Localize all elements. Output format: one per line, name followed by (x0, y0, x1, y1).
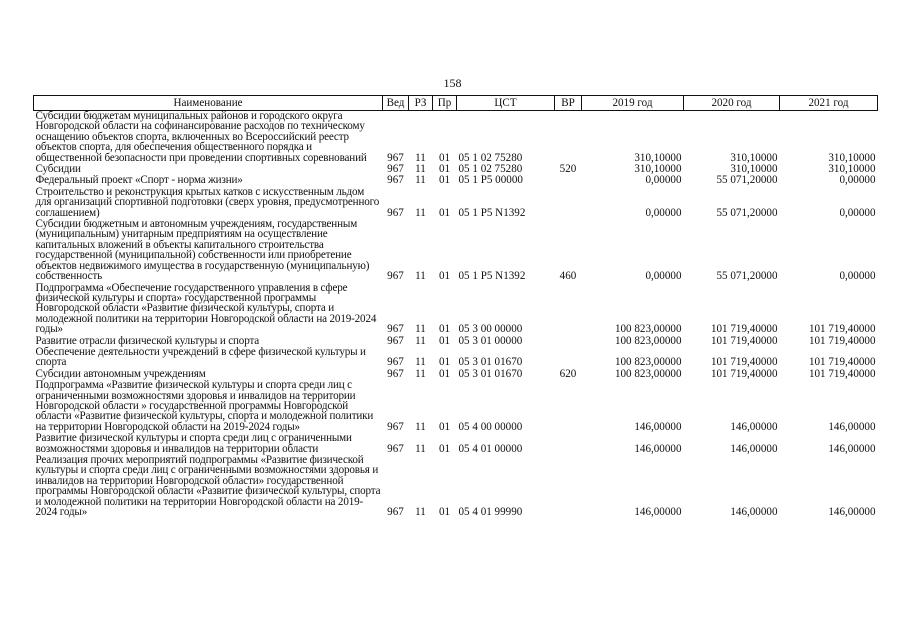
cell-2020: 55 071,20000 (716, 174, 778, 187)
cell-2019: 146,00000 (634, 506, 682, 519)
col-header-rz: РЗ (409, 96, 433, 111)
cell-2020: 310,10000 (730, 151, 778, 164)
cell-2020: 146,00000 (730, 420, 778, 433)
table-header (34, 96, 878, 111)
cell-vr (555, 380, 582, 433)
col-header-vr: ВР (555, 96, 582, 111)
page-number: 158 (443, 76, 462, 90)
cell-ved: 967 (387, 334, 404, 347)
cell-pr: 01 (438, 442, 451, 455)
table-row (34, 433, 878, 455)
cell-cst: 05 4 01 00000 (458, 442, 523, 455)
cell-ved: 967 (387, 151, 404, 164)
table-row (34, 380, 878, 433)
cell-cst: 05 1 02 75280 (458, 151, 523, 164)
cell-cst: 05 1 P5 N1392 (458, 270, 526, 283)
cell-vr (555, 433, 582, 455)
cell-vr (555, 336, 582, 347)
cell-pr: 01 (438, 367, 451, 380)
cell-2019: 310,10000 (634, 163, 682, 176)
cell-2021: 146,00000 (828, 420, 876, 433)
cell-2021: 310,10000 (828, 163, 876, 176)
cell-cst: 05 3 01 01670 (458, 356, 523, 369)
col-header-name: Наименование (34, 96, 383, 111)
cell-cst: 05 1 P5 N1392 (458, 206, 526, 219)
cell-vr: 620 (559, 367, 577, 380)
cell-rz: 11 (415, 356, 426, 369)
header-row (34, 96, 878, 111)
cell-name: Реализация прочих мероприятий подпрограммы «Развитие физической культуры и спорта среди лиц с ограниченными возможностями здоровья и инвалидов на территории Новгородской области» государственной программы Новгородской области «Развитие физической культуры, спорта и молодежной политики на территории Новгородской области на 2019-2024 годы» (35, 454, 381, 519)
col-header-cst: ЦСТ (457, 96, 555, 111)
cell-2019: 100 823,00000 (614, 323, 682, 336)
cell-2021: 146,00000 (828, 442, 876, 455)
cell-name: Строительство и реконструкция крытых катков с искусственным льдом для организаций спортивной подготовки (сверх уровня, предусмотренного соглашением) (35, 185, 380, 219)
cell-2020: 101 719,40000 (710, 367, 778, 380)
cell-rz: 11 (415, 151, 426, 164)
table-body (34, 111, 878, 519)
cell-2021: 101 719,40000 (808, 323, 876, 336)
cell-2021: 0,00000 (839, 206, 876, 219)
cell-ved: 967 (387, 206, 404, 219)
cell-pr: 01 (438, 506, 451, 519)
cell-ved: 967 (387, 356, 404, 369)
cell-vr (555, 455, 582, 518)
col-header-2019: 2019 год (582, 96, 684, 111)
table-row (34, 187, 878, 219)
table-row (34, 283, 878, 336)
cell-name: Субсидии автономным учреждениям (35, 367, 206, 380)
cell-2021: 310,10000 (828, 151, 876, 164)
cell-2019: 146,00000 (634, 420, 682, 433)
cell-vr (555, 187, 582, 219)
cell-cst: 05 4 01 99990 (458, 506, 523, 519)
cell-rz: 11 (415, 442, 426, 455)
cell-pr: 01 (438, 420, 451, 433)
col-header-ved: Вед (383, 96, 409, 111)
cell-rz: 11 (415, 367, 426, 380)
cell-ved: 967 (387, 174, 404, 187)
cell-ved: 967 (387, 442, 404, 455)
cell-2021: 101 719,40000 (808, 334, 876, 347)
cell-ved: 967 (387, 506, 404, 519)
cell-pr: 01 (438, 206, 451, 219)
cell-pr: 01 (438, 356, 451, 369)
cell-pr: 01 (438, 151, 451, 164)
cell-ved: 967 (387, 163, 404, 176)
col-header-pr: Пр (433, 96, 457, 111)
cell-name: Обеспечение деятельности учреждений в сфере физической культуры и спорта (35, 345, 366, 369)
table-row (34, 455, 878, 518)
cell-rz: 11 (415, 163, 426, 176)
cell-rz: 11 (415, 174, 426, 187)
cell-ved: 967 (387, 323, 404, 336)
cell-2019: 0,00000 (645, 206, 682, 219)
cell-2020: 146,00000 (730, 506, 778, 519)
cell-vr (555, 347, 582, 369)
cell-2019: 0,00000 (645, 270, 682, 283)
cell-name: Подпрограмма «Обеспечение государственного управления в сфере физической культуры и спорта» государственной программы Новгородской области «Развитие физической культуры, спорта и молодежной политики на территории Новгородской области на 2019-2024 годы» (35, 281, 377, 336)
cell-2021: 101 719,40000 (808, 367, 876, 380)
cell-pr: 01 (438, 174, 451, 187)
col-header-2020: 2020 год (684, 96, 780, 111)
cell-rz: 11 (415, 270, 426, 283)
cell-2020: 101 719,40000 (710, 323, 778, 336)
cell-2019: 100 823,00000 (614, 334, 682, 347)
cell-name: Федеральный проект «Спорт - норма жизни» (35, 174, 243, 187)
cell-name: Субсидии (35, 163, 81, 176)
cell-2021: 101 719,40000 (808, 356, 876, 369)
cell-pr: 01 (438, 163, 451, 176)
cell-2020: 146,00000 (730, 442, 778, 455)
cell-2021: 0,00000 (839, 270, 876, 283)
cell-vr: 460 (559, 270, 577, 283)
cell-ved: 967 (387, 270, 404, 283)
cell-2020: 310,10000 (730, 163, 778, 176)
cell-pr: 01 (438, 334, 451, 347)
cell-name: Подпрограмма «Развитие физической культуры и спорта среди лиц с ограниченными возможностями здоровья и инвалидов на территории Новгородской области » государственной программы Новгородской области «Развитие физической культуры, спорта и молодежной политики на территории Новгородской области на 2019-2024 годы» (35, 379, 374, 433)
cell-2019: 146,00000 (634, 442, 682, 455)
table-row (34, 219, 878, 282)
cell-name: Развитие отрасли физической культуры и спорта (35, 334, 260, 347)
cell-2021: 0,00000 (839, 174, 876, 187)
cell-cst: 05 3 00 00000 (458, 323, 523, 336)
cell-name: Развитие физической культуры и спорта среди лиц с ограниченными возможностями здоровья и инвалидов на территории области (35, 432, 352, 455)
cell-cst: 05 3 01 01670 (458, 367, 523, 380)
cell-rz: 11 (415, 334, 426, 347)
table-row (34, 347, 878, 369)
cell-2020: 55 071,20000 (716, 206, 778, 219)
cell-name: Субсидии бюджетам муниципальных районов и городского округа Новгородской области на софинансирование расходов по техническому оснащению объектов спорта, включенных во Всероссийский реестр объектов спорта, для обеспечения общественного порядка и общественной безопасности при проведении спортивных соревнований (35, 110, 367, 164)
cell-rz: 11 (415, 506, 426, 519)
cell-vr (555, 283, 582, 336)
table-row (34, 111, 878, 165)
cell-name: Субсидии бюджетным и автономным учреждениям, государственным (муниципальным) унитарным предприятиям на осуществление капитальных вложений в объекты капитального строительства государственной (муниципальной) собственности или приобретение объектов недвижимого имущества в государственную (муниципальную) собственность (35, 218, 370, 283)
cell-2020: 101 719,40000 (710, 356, 778, 369)
cell-2019: 100 823,00000 (614, 356, 682, 369)
cell-rz: 11 (415, 420, 426, 433)
cell-2020: 101 719,40000 (710, 334, 778, 347)
col-header-2021: 2021 год (780, 96, 878, 111)
cell-ved: 967 (387, 367, 404, 380)
cell-rz: 11 (415, 206, 426, 219)
cell-2019: 0,00000 (645, 174, 682, 187)
cell-vr (555, 175, 582, 186)
cell-pr: 01 (438, 270, 451, 283)
cell-cst: 05 1 02 75280 (458, 163, 523, 176)
cell-2020: 55 071,20000 (716, 270, 778, 283)
cell-pr: 01 (438, 323, 451, 336)
cell-2021: 146,00000 (828, 506, 876, 519)
cell-vr (555, 111, 582, 165)
cell-vr: 520 (559, 163, 577, 176)
cell-rz: 11 (415, 323, 426, 336)
cell-2019: 310,10000 (634, 151, 682, 164)
cell-cst: 05 4 00 00000 (458, 420, 523, 433)
cell-ved: 967 (387, 420, 404, 433)
cell-cst: 05 3 01 00000 (458, 334, 523, 347)
cell-2019: 100 823,00000 (614, 367, 682, 380)
budget-table (33, 95, 878, 518)
cell-cst: 05 1 P5 00000 (458, 174, 523, 187)
